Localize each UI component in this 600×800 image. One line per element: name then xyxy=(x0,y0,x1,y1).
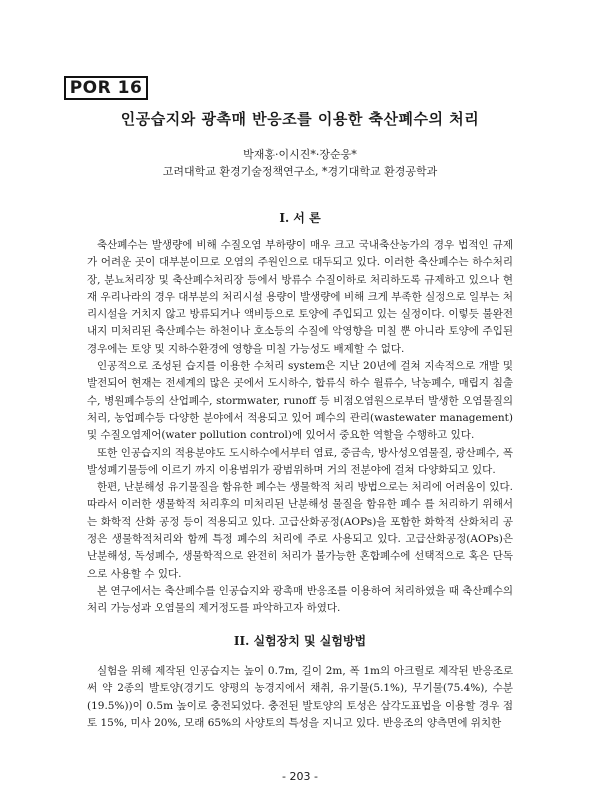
authors: 박재홍·이시진*·장순웅* xyxy=(243,148,357,161)
paragraph: 또한 인공습지의 적용분야도 도시하수에서부터 염료, 중금속, 방사성오염물질, 광산폐수, 폭발성폐기물등에 이르기 까지 이용범위가 광범위하며 거의 전분야에 걸쳐 다양화되고 있다. xyxy=(87,446,513,476)
paragraph: 한편, 난분해성 유기물질을 함유한 폐수는 생물학적 처리 방법으로는 처리에 어려움이 있다. 따라서 이러한 생물학적 처리후의 미처리된 난분해성 물질을 함유한 폐수 를 처리하기 위해서는 화학적 산화 공정 등이 적용되고 있다. 고급산화공정(AOPs)을 포함한 화학적 산화처리 공정은 생물학적처리와 함께 특정 폐수의 처리에 주로 사용되고 있다. 고급산화공정(AOPs)은 난분해성, 독성폐수, 생물학적으로 완전히 처리가 불가능한 혼합폐수에 선택적으로 혹은 단독으로 사용할 수 있다. xyxy=(87,481,513,580)
paper-id-box: POR 16 xyxy=(64,76,148,100)
paragraph: 본 연구에서는 축산폐수를 인공습지와 광촉매 반응조를 이용하여 처리하였을 때 축산폐수의 처리 가능성과 오염물의 제거정도를 파악하고자 하였다. xyxy=(87,584,513,615)
methods-body xyxy=(87,663,513,732)
section-heading-introduction: I. 서 론 xyxy=(279,211,321,225)
section-heading-methods: II. 실험장치 및 실험방법 xyxy=(233,634,367,648)
paragraph: 축산폐수는 발생량에 비해 수질오염 부하량이 매우 크고 국내축산농가의 경우 법적인 규제가 어려운 곳이 대부분이므로 오염의 주원인으로 대두되고 있다. 이러한 축산폐수는 하수처리장, 분뇨처리장 및 축산폐수처리장 등에서 방류수 수질이하로 처리하도록 규제하고 있으나 현재 우리나라의 경우 대부분의 처리시설 용량이 발생량에 비해 크게 부족한 실정으로 일부는 처리시설을 거치지 않고 방류되거나 액비등으로 토양에 주입되고 있는 실정이다. 이렇듯 불완전 내지 미처리된 축산폐수는 하천이나 호소등의 수질에 악영향을 미칠 뿐 아니라 토양에 주입된 경우에는 토양 및 지하수환경에 영향을 미칠 가능성도 배제할 수 없다. xyxy=(87,239,513,355)
paper-title: 인공습지와 광촉매 반응조를 이용한 축산폐수의 처리 xyxy=(120,110,480,128)
paragraph: 실험을 위해 제작된 인공습지는 높이 0.7m, 길이 2m, 폭 1m의 아크릴로 제작된 반응조로써 약 2종의 발토양(경기도 양평의 농경지에서 채취, 유기물(5.1%), 무기물(75.4%), 수분(19.5%))이 0.5m 높이로 충전되었다. 충전된 발토양의 토성은 삼각도표법을 이용할 경우 점토 15%, 미사 20%, 모래 65%의 사양토의 특성을 지니고 있다. 반응조의 양측면에 위치한 xyxy=(87,665,513,729)
page-number: - 203 - xyxy=(282,770,318,783)
affiliation: 고려대학교 환경기술정책연구소, *경기대학교 환경공학과 xyxy=(162,165,438,178)
introduction-body xyxy=(87,237,513,618)
paragraph: 인공적으로 조성된 습지를 이용한 수처리 system은 지난 20년에 걸쳐 지속적으로 개발 및 발전되어 현재는 전세계의 많은 곳에서 도시하수, 합류식 하수 월류수, 낙농폐수, 매립지 침출수, 병원폐수등의 산업폐수, stormwater, runoff 등 비점오염원으로부터 발생한 오염물질의 처리, 농업폐수등 다양한 분야에서 적용되고 있어 폐수의 관리(wastewater management) 및 수질오염제어(water pollution control)에 있어서 중요한 역할을 수행하고 있다. xyxy=(87,360,513,442)
